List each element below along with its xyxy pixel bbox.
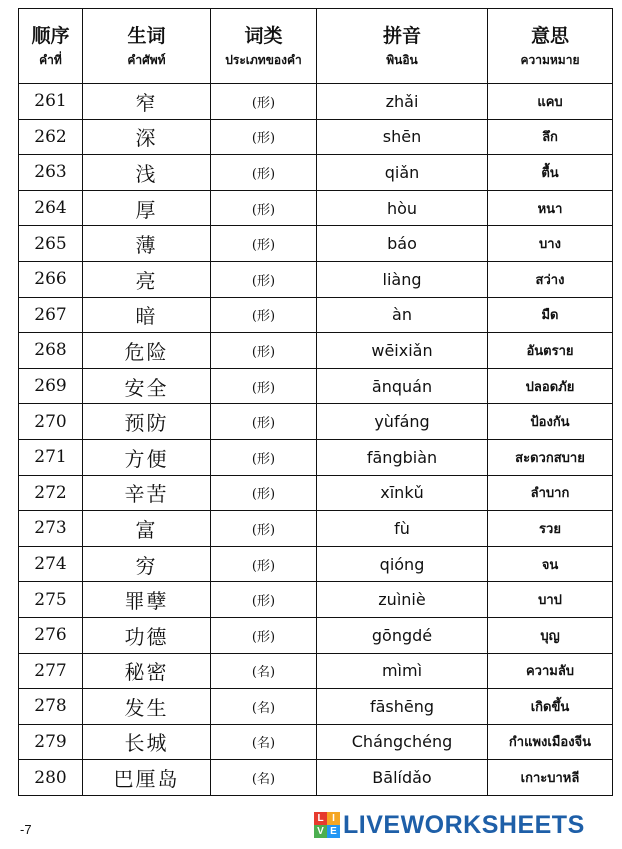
liveworksheets-logo-icon <box>314 812 340 838</box>
cell-meaning: ลำบาก <box>488 475 613 511</box>
table-row <box>19 84 613 120</box>
cell-part-of-speech: (形) <box>211 404 317 440</box>
cell-meaning: มืด <box>488 297 613 333</box>
cell-word: 浅 <box>83 155 211 191</box>
header-meaning-th: ความหมาย <box>520 53 580 67</box>
header-number-th: คำที่ <box>39 53 62 67</box>
header-number-zh: 顺序 <box>31 25 70 47</box>
cell-part-of-speech: (形) <box>211 261 317 297</box>
cell-pinyin: gōngdé <box>317 617 488 653</box>
cell-meaning: บาป <box>488 582 613 618</box>
logo-tile: I <box>327 812 340 825</box>
cell-word: 秘密 <box>83 653 211 689</box>
cell-meaning: รวย <box>488 511 613 547</box>
cell-meaning: ความลับ <box>488 653 613 689</box>
cell-pinyin: fāngbiàn <box>317 439 488 475</box>
header-word <box>83 9 211 84</box>
cell-pinyin: wēixiǎn <box>317 333 488 369</box>
cell-part-of-speech: (形) <box>211 511 317 547</box>
table-row <box>19 368 613 404</box>
cell-meaning: บาง <box>488 226 613 262</box>
cell-number: 262 <box>19 119 83 155</box>
table-row <box>19 475 613 511</box>
cell-pinyin: zhǎi <box>317 84 488 120</box>
cell-meaning: ตื้น <box>488 155 613 191</box>
cell-part-of-speech: (形) <box>211 475 317 511</box>
cell-part-of-speech: (名) <box>211 724 317 760</box>
cell-word: 预防 <box>83 404 211 440</box>
header-number <box>19 9 83 84</box>
cell-meaning: กำแพงเมืองจีน <box>488 724 613 760</box>
liveworksheets-brand[interactable] <box>314 809 585 841</box>
cell-word: 辛苦 <box>83 475 211 511</box>
header-pos-zh: 词类 <box>244 25 283 47</box>
cell-word: 厚 <box>83 190 211 226</box>
logo-tile: E <box>327 825 340 838</box>
cell-part-of-speech: (形) <box>211 368 317 404</box>
header-pinyin-th: พินอิน <box>386 53 418 67</box>
table-row <box>19 724 613 760</box>
table-row <box>19 190 613 226</box>
cell-pinyin: yùfáng <box>317 404 488 440</box>
cell-meaning: แคบ <box>488 84 613 120</box>
cell-pinyin: mìmì <box>317 653 488 689</box>
cell-number: 269 <box>19 368 83 404</box>
cell-number: 276 <box>19 617 83 653</box>
vocabulary-rows <box>19 84 613 796</box>
cell-part-of-speech: (形) <box>211 617 317 653</box>
header-word-th: คำศัพท์ <box>127 53 166 67</box>
cell-pinyin: liàng <box>317 261 488 297</box>
cell-meaning: สะดวกสบาย <box>488 439 613 475</box>
cell-word: 发生 <box>83 689 211 725</box>
cell-word: 罪孽 <box>83 582 211 618</box>
header-meaning-zh: 意思 <box>530 25 569 47</box>
table-row <box>19 226 613 262</box>
cell-number: 279 <box>19 724 83 760</box>
cell-word: 危险 <box>83 333 211 369</box>
cell-number: 280 <box>19 760 83 796</box>
cell-part-of-speech: (名) <box>211 689 317 725</box>
cell-number: 278 <box>19 689 83 725</box>
cell-word: 薄 <box>83 226 211 262</box>
cell-number: 274 <box>19 546 83 582</box>
cell-pinyin: ānquán <box>317 368 488 404</box>
vocabulary-table <box>18 8 613 796</box>
cell-pinyin: báo <box>317 226 488 262</box>
cell-word: 亮 <box>83 261 211 297</box>
cell-meaning: เกาะบาหลี <box>488 760 613 796</box>
cell-part-of-speech: (形) <box>211 297 317 333</box>
cell-word: 功德 <box>83 617 211 653</box>
table-row <box>19 333 613 369</box>
table-row <box>19 404 613 440</box>
cell-meaning: จน <box>488 546 613 582</box>
cell-pinyin: qiǎn <box>317 155 488 191</box>
cell-number: 268 <box>19 333 83 369</box>
cell-pinyin: àn <box>317 297 488 333</box>
cell-pinyin: zuìniè <box>317 582 488 618</box>
cell-meaning: สว่าง <box>488 261 613 297</box>
cell-number: 277 <box>19 653 83 689</box>
cell-pinyin: hòu <box>317 190 488 226</box>
cell-pinyin: qióng <box>317 546 488 582</box>
cell-word: 长城 <box>83 724 211 760</box>
cell-number: 261 <box>19 84 83 120</box>
cell-number: 271 <box>19 439 83 475</box>
table-row <box>19 617 613 653</box>
cell-pinyin: shēn <box>317 119 488 155</box>
table-row <box>19 439 613 475</box>
cell-meaning: หนา <box>488 190 613 226</box>
logo-tile: V <box>314 825 327 838</box>
table-row <box>19 297 613 333</box>
cell-number: 272 <box>19 475 83 511</box>
header-meaning <box>488 9 613 84</box>
cell-word: 安全 <box>83 368 211 404</box>
table-row <box>19 760 613 796</box>
table-row <box>19 119 613 155</box>
cell-word: 穷 <box>83 546 211 582</box>
page-number: -7 <box>20 822 32 837</box>
cell-pinyin: fāshēng <box>317 689 488 725</box>
table-row <box>19 155 613 191</box>
cell-word: 巴厘岛 <box>83 760 211 796</box>
cell-part-of-speech: (形) <box>211 119 317 155</box>
cell-meaning: ปลอดภัย <box>488 368 613 404</box>
cell-part-of-speech: (形) <box>211 84 317 120</box>
table-row <box>19 582 613 618</box>
brand-text: LIVEWORKSHEETS <box>343 810 585 839</box>
cell-part-of-speech: (名) <box>211 760 317 796</box>
cell-meaning: อันตราย <box>488 333 613 369</box>
cell-word: 方便 <box>83 439 211 475</box>
cell-word: 窄 <box>83 84 211 120</box>
table-row <box>19 261 613 297</box>
table-row <box>19 689 613 725</box>
cell-part-of-speech: (形) <box>211 190 317 226</box>
cell-pinyin: Chángchéng <box>317 724 488 760</box>
cell-number: 264 <box>19 190 83 226</box>
cell-part-of-speech: (形) <box>211 546 317 582</box>
cell-word: 深 <box>83 119 211 155</box>
cell-meaning: ลึก <box>488 119 613 155</box>
logo-tile: L <box>314 812 327 825</box>
cell-meaning: บุญ <box>488 617 613 653</box>
header-pinyin-zh: 拼音 <box>382 25 421 47</box>
header-pos <box>211 9 317 84</box>
cell-pinyin: fù <box>317 511 488 547</box>
cell-number: 275 <box>19 582 83 618</box>
cell-word: 富 <box>83 511 211 547</box>
table-row <box>19 546 613 582</box>
cell-part-of-speech: (形) <box>211 439 317 475</box>
header-pos-th: ประเภทของคำ <box>225 53 302 67</box>
cell-part-of-speech: (形) <box>211 155 317 191</box>
cell-meaning: เกิดขึ้น <box>488 689 613 725</box>
cell-number: 265 <box>19 226 83 262</box>
cell-part-of-speech: (形) <box>211 226 317 262</box>
cell-pinyin: xīnkǔ <box>317 475 488 511</box>
cell-number: 263 <box>19 155 83 191</box>
cell-number: 270 <box>19 404 83 440</box>
header-pinyin <box>317 9 488 84</box>
cell-number: 266 <box>19 261 83 297</box>
cell-pinyin: Bālídǎo <box>317 760 488 796</box>
cell-number: 273 <box>19 511 83 547</box>
cell-word: 暗 <box>83 297 211 333</box>
table-row <box>19 653 613 689</box>
cell-part-of-speech: (形) <box>211 333 317 369</box>
cell-meaning: ป้องกัน <box>488 404 613 440</box>
cell-part-of-speech: (名) <box>211 653 317 689</box>
table-row <box>19 511 613 547</box>
cell-part-of-speech: (形) <box>211 582 317 618</box>
header-row <box>19 9 613 84</box>
cell-number: 267 <box>19 297 83 333</box>
header-word-zh: 生词 <box>127 25 166 47</box>
